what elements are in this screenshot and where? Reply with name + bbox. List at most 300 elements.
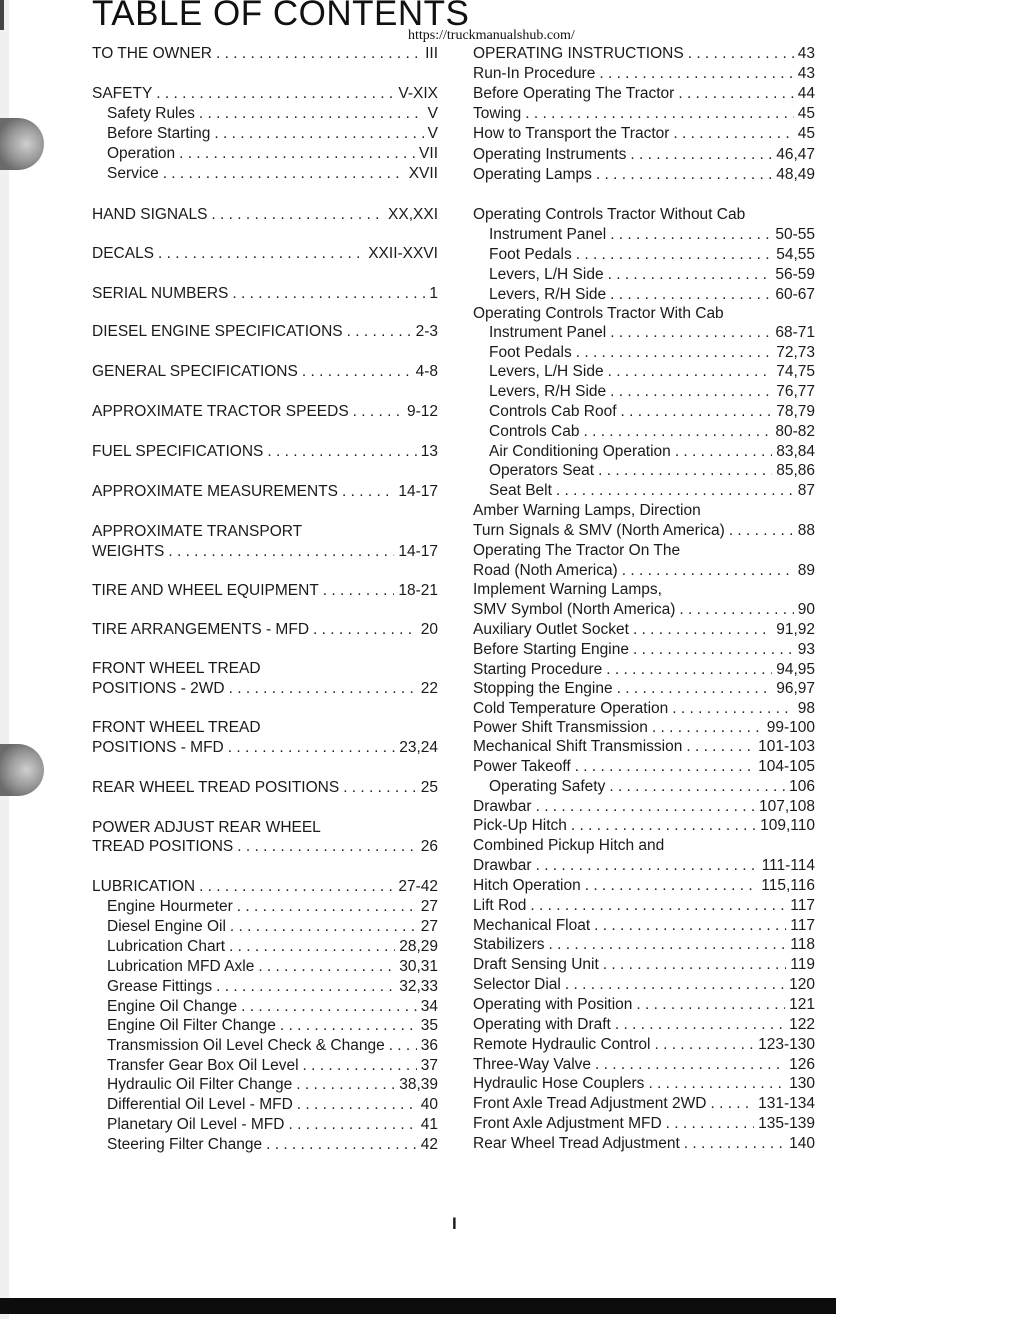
dot-leader: [228, 738, 395, 758]
toc-entry-page: 48,49: [776, 166, 815, 183]
toc-entry-label: Starting Procedure: [473, 661, 603, 678]
toc-entry-label: Transfer Gear Box Oil Level: [107, 1057, 299, 1074]
toc-entry-page: 35: [420, 1017, 438, 1034]
dot-leader: [654, 1035, 754, 1055]
dot-leader: [199, 104, 424, 124]
toc-entry: [473, 757, 815, 777]
toc-entry: [473, 955, 815, 975]
toc-entry-label: HAND SIGNALS: [92, 206, 208, 223]
toc-entry-label: Lift Rod: [473, 897, 527, 914]
toc-entry-page: 85,86: [776, 462, 815, 479]
toc-entry: [473, 1114, 815, 1134]
dot-leader: [296, 1075, 395, 1095]
toc-entry-label: SAFETY: [92, 85, 153, 102]
toc-entry: FRONT WHEEL TREAD: [92, 719, 261, 736]
dot-leader: [608, 265, 772, 285]
toc-entry: [489, 422, 815, 442]
dot-leader: [389, 1036, 417, 1056]
toc-entry: [107, 917, 438, 937]
toc-entry: [107, 897, 438, 917]
toc-entry: [107, 144, 438, 164]
toc-entry: [473, 1035, 815, 1055]
dot-leader: [688, 44, 794, 64]
dot-leader: [630, 145, 772, 165]
toc-entry: [473, 64, 815, 84]
toc-entry: [92, 322, 438, 342]
toc-entry: [473, 640, 815, 660]
toc-entry-page: 38,39: [399, 1076, 438, 1093]
toc-entry-label: Remote Hydraulic Control: [473, 1036, 651, 1053]
toc-entry: [473, 699, 815, 719]
dot-leader: [303, 1056, 417, 1076]
toc-entry: Operating Controls Tractor Without Cab: [473, 206, 746, 223]
toc-entry-label: Lubrication Chart: [107, 938, 226, 955]
toc-entry-page: 40: [420, 1096, 438, 1113]
toc-entry-page: 123-130: [758, 1036, 815, 1053]
toc-entry-page: 122: [789, 1016, 815, 1033]
toc-entry-page: 119: [790, 956, 815, 973]
toc-entry-label: Lubrication MFD Axle: [107, 958, 255, 975]
dot-leader: [609, 777, 785, 797]
toc-entry-page: 14-17: [398, 483, 438, 500]
dot-leader: [679, 600, 793, 620]
dot-leader: [216, 977, 395, 997]
dot-leader: [596, 165, 772, 185]
toc-entry-label: Levers, R/H Side: [489, 383, 607, 400]
toc-entry: [473, 679, 815, 699]
toc-entry: [473, 124, 815, 144]
toc-entry: [107, 1135, 438, 1155]
toc-entry-label: TIRE ARRANGEMENTS - MFD: [92, 621, 310, 638]
toc-entry: [489, 382, 815, 402]
dot-leader: [576, 245, 772, 265]
toc-entry: [473, 1015, 815, 1035]
toc-entry-label: Levers, L/H Side: [489, 363, 604, 380]
toc-entry-page: 107,108: [758, 798, 815, 815]
toc-entry-label: Power Shift Transmission: [473, 719, 648, 736]
toc-entry-label: SERIAL NUMBERS: [92, 285, 229, 302]
dot-leader: [199, 877, 394, 897]
toc-entry-label: Differential Oil Level - MFD: [107, 1096, 293, 1113]
toc-entry-page: 126: [789, 1056, 815, 1073]
toc-entry-page: 68-71: [775, 324, 815, 341]
dot-leader: [216, 44, 421, 64]
toc-entry-label: GENERAL SPECIFICATIONS: [92, 363, 298, 380]
toc-entry-label: Operators Seat: [489, 462, 595, 479]
toc-entry-label: Operating with Position: [473, 996, 633, 1013]
toc-entry-label: Transmission Oil Level Check & Change: [107, 1037, 385, 1054]
dot-leader: [603, 955, 787, 975]
toc-entry-page: 23,24: [399, 739, 438, 756]
binder-hole-top: [0, 118, 44, 170]
toc-entry-page: 60-67: [775, 286, 815, 303]
toc-entry: [473, 876, 815, 896]
toc-entry-label: Pick-Up Hitch: [473, 817, 567, 834]
toc-entry-label: Hydraulic Oil Filter Change: [107, 1076, 293, 1093]
dot-leader: [237, 897, 417, 917]
toc-entry-page: 27: [420, 918, 438, 935]
toc-entry-page: 28,29: [399, 938, 438, 955]
toc-entry: [92, 620, 438, 640]
toc-entry-page: 50-55: [775, 226, 815, 243]
toc-entry-label: Operating with Draft: [473, 1016, 611, 1033]
dot-leader: [599, 64, 793, 84]
dot-leader: [608, 362, 773, 382]
toc-entry: FRONT WHEEL TREAD: [92, 660, 261, 677]
toc-entry: [92, 402, 438, 422]
dot-leader: [536, 797, 755, 817]
toc-entry: [92, 362, 438, 382]
toc-entry-label: Before Operating The Tractor: [473, 85, 675, 102]
dot-leader: [323, 581, 395, 601]
toc-entry: [489, 265, 815, 285]
toc-entry-label: Three-Way Valve: [473, 1056, 592, 1073]
toc-entry-page: 27-42: [398, 878, 438, 895]
dot-leader: [576, 343, 772, 363]
toc-entry-page: 130: [789, 1075, 815, 1092]
toc-entry: [473, 718, 815, 738]
toc-entry-page: 32,33: [399, 978, 438, 995]
toc-entry-page: 101-103: [758, 738, 815, 755]
toc-entry-label: Grease Fittings: [107, 978, 213, 995]
toc-entry-label: Towing: [473, 105, 522, 122]
toc-entry-label: Diesel Engine Oil: [107, 918, 226, 935]
toc-entry-page: 18-21: [398, 582, 438, 599]
toc-entry-page: 78,79: [776, 403, 815, 420]
dot-leader: [232, 284, 425, 304]
toc-entry: [473, 737, 815, 757]
dot-leader: [302, 362, 412, 382]
toc-entry-page: 41: [420, 1116, 438, 1133]
toc-entry: [92, 877, 438, 897]
dot-leader: [615, 1015, 785, 1035]
toc-entry-page: 54,55: [776, 246, 815, 263]
toc-entry-page: V-XIX: [398, 85, 438, 102]
toc-entry-label: Operating Instruments: [473, 146, 627, 163]
toc-entry-label: DIESEL ENGINE SPECIFICATIONS: [92, 323, 343, 340]
toc-entry-label: Mechanical Float: [473, 917, 591, 934]
toc-entry-page: 76,77: [776, 383, 815, 400]
dot-leader: [156, 84, 394, 104]
edge-mark: [0, 0, 4, 30]
toc-entry-page: 83,84: [776, 443, 815, 460]
toc-entry-label: Road (Noth America): [473, 562, 618, 579]
dot-leader: [237, 837, 417, 857]
toc-entry: [473, 975, 815, 995]
toc-entry: [489, 343, 815, 363]
toc-entry-page: 13: [420, 443, 438, 460]
toc-entry: [92, 679, 438, 699]
toc-entry-label: Instrument Panel: [489, 226, 607, 243]
toc-entry: [92, 44, 438, 64]
toc-entry: [107, 1095, 438, 1115]
toc-entry-page: 93: [797, 641, 815, 658]
toc-entry-page: 89: [797, 562, 815, 579]
toc-entry-page: 74,75: [776, 363, 815, 380]
toc-entry-label: SMV Symbol (North America): [473, 601, 676, 618]
toc-entry-label: Selector Dial: [473, 976, 561, 993]
dot-leader: [710, 1094, 754, 1114]
toc-entry-page: 42: [420, 1136, 438, 1153]
toc-entry: [107, 1056, 438, 1076]
dot-leader: [163, 164, 405, 184]
toc-entry: [489, 402, 815, 422]
dot-leader: [280, 1016, 417, 1036]
dot-leader: [313, 620, 417, 640]
dot-leader: [549, 935, 787, 955]
toc-entry-page: 56-59: [775, 266, 815, 283]
toc-entry: [473, 600, 815, 620]
toc-entry-page: 20: [420, 621, 438, 638]
toc-entry-label: Engine Oil Change: [107, 998, 238, 1015]
toc-entry-label: Steering Filter Change: [107, 1136, 263, 1153]
dot-leader: [241, 997, 417, 1017]
toc-entry-label: TREAD POSITIONS: [92, 838, 234, 855]
toc-entry-page: 96,97: [776, 680, 815, 697]
toc-entry-page: V: [427, 105, 438, 122]
toc-entry: [473, 995, 815, 1015]
toc-entry: [473, 104, 815, 124]
dot-leader: [266, 1135, 417, 1155]
toc-entry-label: Operation: [107, 145, 176, 162]
toc-entry-page: 27: [420, 898, 438, 915]
toc-entry-label: Front Axle Tread Adjustment 2WD: [473, 1095, 707, 1112]
dot-leader: [610, 382, 772, 402]
toc-entry-page: 88: [797, 522, 815, 539]
toc-entry-page: 94,95: [776, 661, 815, 678]
dot-leader: [621, 402, 773, 422]
toc-entry-page: 111-114: [761, 857, 815, 874]
dot-leader: [606, 660, 772, 680]
toc-entry-label: Stopping the Engine: [473, 680, 613, 697]
toc-entry: [92, 837, 438, 857]
dot-leader: [575, 757, 754, 777]
dot-leader: [673, 124, 793, 144]
toc-entry: [489, 225, 815, 245]
toc-entry-label: POSITIONS - 2WD: [92, 680, 225, 697]
toc-entry: [92, 738, 438, 758]
toc-entry: [473, 1055, 815, 1075]
toc-entry: [92, 284, 438, 304]
toc-entry-page: 87: [797, 482, 815, 499]
toc-entry-label: Planetary Oil Level - MFD: [107, 1116, 285, 1133]
toc-entry: [92, 542, 438, 562]
dot-leader: [633, 620, 772, 640]
toc-entry-page: III: [425, 45, 438, 62]
toc-entry-label: Controls Cab: [489, 423, 580, 440]
toc-entry: [473, 797, 815, 817]
toc-entry: [92, 778, 438, 798]
toc-entry-page: 115,116: [761, 877, 815, 894]
dot-leader: [211, 205, 384, 225]
toc-entry-label: TO THE OWNER: [92, 45, 212, 62]
toc-entry-page: 104-105: [758, 758, 815, 775]
toc-entry-label: FUEL SPECIFICATIONS: [92, 443, 264, 460]
toc-entry-page: 45: [797, 125, 815, 142]
toc-entry-label: LUBRICATION: [92, 878, 196, 895]
toc-entry: [489, 285, 815, 305]
toc-entry: [92, 84, 438, 104]
toc-entry: [107, 104, 438, 124]
toc-entry: [107, 1115, 438, 1135]
toc-entry: [473, 84, 815, 104]
toc-entry: [489, 362, 815, 382]
dot-leader: [556, 481, 794, 501]
toc-entry-page: 37: [420, 1057, 438, 1074]
toc-entry-label: Stabilizers: [473, 936, 545, 953]
toc-entry-label: APPROXIMATE MEASUREMENTS: [92, 483, 339, 500]
dot-leader: [598, 461, 772, 481]
toc-entry-page: 43: [797, 45, 815, 62]
toc-entry-label: How to Transport the Tractor: [473, 125, 670, 142]
dot-leader: [565, 975, 785, 995]
toc-entry: [107, 164, 438, 184]
toc-entry: APPROXIMATE TRANSPORT: [92, 523, 303, 540]
dot-leader: [595, 1055, 785, 1075]
dot-leader: [214, 124, 423, 144]
toc-entry-page: 106: [789, 778, 815, 795]
toc-entry: Combined Pickup Hitch and: [473, 837, 665, 854]
dot-leader: [684, 1134, 785, 1154]
dot-leader: [648, 1074, 785, 1094]
toc-entry-page: 98: [797, 700, 815, 717]
toc-entry-page: 121: [789, 996, 815, 1013]
dot-leader: [267, 442, 416, 462]
dot-leader: [610, 323, 771, 343]
toc-entry-label: Run-In Procedure: [473, 65, 596, 82]
toc-entry-label: Foot Pedals: [489, 344, 572, 361]
toc-entry-page: 72,73: [776, 344, 815, 361]
toc-entry-label: Front Axle Adjustment MFD: [473, 1115, 662, 1132]
toc-entry-page: 46,47: [776, 146, 815, 163]
toc-entry-page: 91,92: [776, 621, 815, 638]
dot-leader: [229, 679, 417, 699]
toc-entry: [473, 896, 815, 916]
toc-entry-label: Foot Pedals: [489, 246, 572, 263]
toc-entry-label: Safety Rules: [107, 105, 195, 122]
toc-entry: [473, 1074, 815, 1094]
toc-entry-label: Hitch Operation: [473, 877, 581, 894]
toc-entry: [92, 482, 438, 502]
toc-entry-page: 2-3: [415, 323, 438, 340]
toc-entry-page: 117: [790, 917, 815, 934]
toc-entry-label: APPROXIMATE TRACTOR SPEEDS: [92, 403, 349, 420]
dot-leader: [343, 778, 417, 798]
dot-leader: [729, 521, 794, 541]
dot-leader: [610, 285, 771, 305]
dot-leader: [666, 1114, 754, 1134]
toc-entry-page: 140: [789, 1135, 815, 1152]
dot-leader: [347, 322, 412, 342]
toc-entry-page: 90: [797, 601, 815, 618]
toc-entry: [473, 561, 815, 581]
toc-entry: [107, 124, 438, 144]
toc-entry: [473, 916, 815, 936]
dot-leader: [230, 917, 417, 937]
toc-entry-page: 120: [789, 976, 815, 993]
toc-entry: POWER ADJUST REAR WHEEL: [92, 819, 321, 836]
toc-entry-page: 135-139: [758, 1115, 815, 1132]
dot-leader: [525, 104, 794, 124]
toc-entry: [92, 244, 438, 264]
toc-entry-page: XXII-XXVI: [368, 245, 438, 262]
dot-leader: [571, 816, 756, 836]
toc-entry-page: 25: [420, 779, 438, 796]
toc-entry: Amber Warning Lamps, Direction: [473, 502, 701, 519]
toc-entry: [473, 620, 815, 640]
toc-entry: [473, 44, 815, 64]
toc-entry: [473, 521, 815, 541]
toc-entry: Implement Warning Lamps,: [473, 581, 662, 598]
dot-leader: [258, 957, 395, 977]
toc-entry: [107, 957, 438, 977]
toc-entry-label: WEIGHTS: [92, 543, 165, 560]
toc-entry-page: 9-12: [406, 403, 438, 420]
dot-leader: [288, 1115, 416, 1135]
toc-entry-label: Hydraulic Hose Couplers: [473, 1075, 645, 1092]
toc-entry-label: Cold Temperature Operation: [473, 700, 669, 717]
toc-entry-label: Engine Oil Filter Change: [107, 1017, 276, 1034]
toc-entry-label: Instrument Panel: [489, 324, 607, 341]
toc-entry-label: Levers, L/H Side: [489, 266, 604, 283]
dot-leader: [530, 896, 786, 916]
toc-entry-label: Turn Signals & SMV (North America): [473, 522, 725, 539]
dot-leader: [536, 856, 758, 876]
toc-entry-page: XX,XXI: [388, 206, 438, 223]
toc-entry-label: Engine Hourmeter: [107, 898, 233, 915]
toc-entry-page: V: [427, 125, 438, 142]
toc-entry-page: 30,31: [399, 958, 438, 975]
toc-entry-label: DECALS: [92, 245, 155, 262]
dot-leader: [652, 718, 763, 738]
toc-entry: [107, 1075, 438, 1095]
dot-leader: [686, 737, 754, 757]
dot-leader: [168, 542, 394, 562]
dot-leader: [617, 679, 773, 699]
dot-leader: [229, 937, 395, 957]
toc-entry: [107, 937, 438, 957]
toc-entry-label: TIRE AND WHEEL EQUIPMENT: [92, 582, 319, 599]
dot-leader: [675, 442, 772, 462]
toc-entry-page: 109,110: [760, 817, 815, 834]
toc-entry-page: 4-8: [415, 363, 438, 380]
toc-entry-label: Mechanical Shift Transmission: [473, 738, 683, 755]
dot-leader: [585, 876, 758, 896]
dot-leader: [158, 244, 364, 264]
toc-entry-label: Operating Lamps: [473, 166, 592, 183]
toc-entry-label: Levers, R/H Side: [489, 286, 607, 303]
toc-entry-page: 1: [429, 285, 438, 302]
toc-entry-page: 44: [797, 85, 815, 102]
toc-entry-label: Seat Belt: [489, 482, 552, 499]
toc-entry: [473, 145, 815, 165]
toc-entry-label: Rear Wheel Tread Adjustment: [473, 1135, 680, 1152]
dot-leader: [636, 995, 785, 1015]
binder-hole-middle: [0, 744, 44, 796]
toc-entry-label: Before Starting: [107, 125, 211, 142]
toc-entry-label: Service: [107, 165, 159, 182]
toc-entry: [473, 935, 815, 955]
dot-leader: [678, 84, 793, 104]
toc-entry: [473, 1094, 815, 1114]
toc-entry: [473, 856, 815, 876]
page-left-edge: [0, 0, 9, 1319]
toc-entry-label: POSITIONS - MFD: [92, 739, 224, 756]
toc-entry-page: 131-134: [758, 1095, 815, 1112]
dot-leader: [179, 144, 415, 164]
toc-entry-page: 22: [420, 680, 438, 697]
toc-entry-label: Drawbar: [473, 798, 532, 815]
